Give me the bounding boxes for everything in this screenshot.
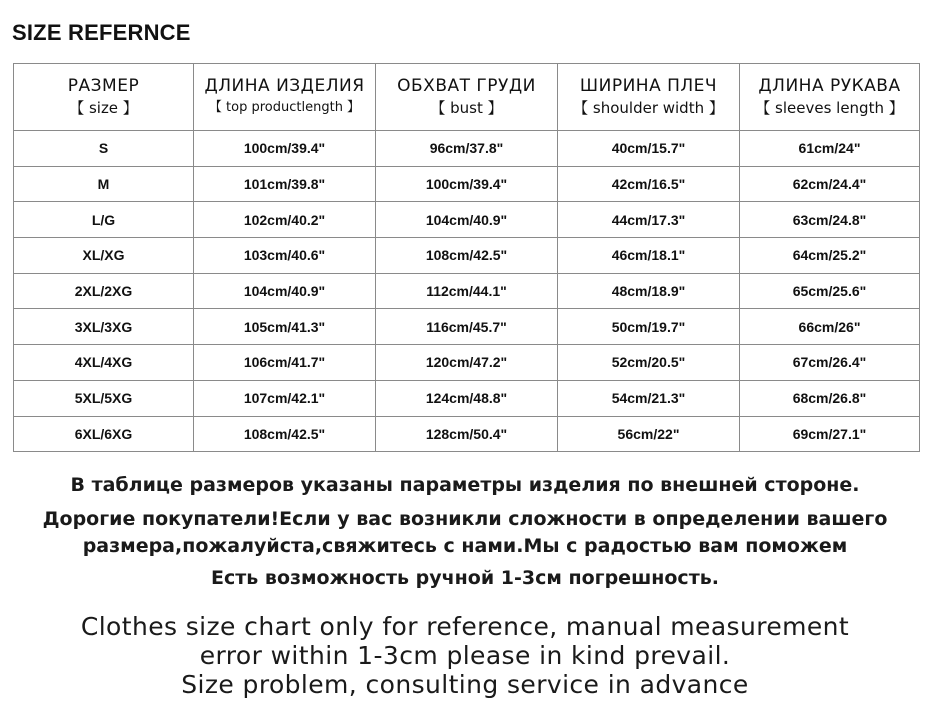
table-row <box>14 345 920 381</box>
header-size <box>14 64 194 131</box>
cell-shoulder: 40cm/15.7" <box>558 131 740 167</box>
cell-size: XL/XG <box>14 238 194 274</box>
cell-bust: 104cm/40.9" <box>376 202 558 238</box>
cell-bust: 128cm/50.4" <box>376 416 558 452</box>
cell-shoulder: 46cm/18.1" <box>558 238 740 274</box>
en-note-line-1: Clothes size chart only for reference, manual measurement <box>80 612 850 641</box>
size-table-header <box>14 64 920 131</box>
cell-sleeve: 67cm/26.4" <box>740 345 920 381</box>
page-title: SIZE REFERNCE <box>12 20 191 45</box>
cell-sleeve: 62cm/24.4" <box>740 166 920 202</box>
cell-bust: 100cm/39.4" <box>376 166 558 202</box>
table-row <box>14 131 920 167</box>
cell-size: 4XL/4XG <box>14 345 194 381</box>
cell-length: 100cm/39.4" <box>194 131 376 167</box>
cell-sleeve: 66cm/26" <box>740 309 920 345</box>
header-size-ru: РАЗМЕР <box>67 76 140 96</box>
cell-sleeve: 63cm/24.8" <box>740 202 920 238</box>
cell-bust: 124cm/48.8" <box>376 380 558 416</box>
cell-size: L/G <box>14 202 194 238</box>
cell-bust: 112cm/44.1" <box>376 273 558 309</box>
cell-shoulder: 50cm/19.7" <box>558 309 740 345</box>
cell-shoulder: 52cm/20.5" <box>558 345 740 381</box>
cell-length: 108cm/42.5" <box>194 416 376 452</box>
cell-size: S <box>14 131 194 167</box>
header-sleeve-ru: ДЛИНА РУКАВА <box>758 76 901 96</box>
cell-length: 105cm/41.3" <box>194 309 376 345</box>
cell-size: 3XL/3XG <box>14 309 194 345</box>
cell-bust: 108cm/42.5" <box>376 238 558 274</box>
cell-sleeve: 64cm/25.2" <box>740 238 920 274</box>
cell-sleeve: 68cm/26.8" <box>740 380 920 416</box>
header-shoulder-ru: ШИРИНА ПЛЕЧ <box>579 76 718 96</box>
en-note-line-2: error within 1-3cm please in kind prevail. <box>199 641 731 670</box>
cell-length: 104cm/40.9" <box>194 273 376 309</box>
size-table-body <box>14 131 920 452</box>
table-row <box>14 380 920 416</box>
cell-length: 106cm/41.7" <box>194 345 376 381</box>
cell-bust: 120cm/47.2" <box>376 345 558 381</box>
table-row <box>14 238 920 274</box>
header-sleeve <box>740 64 920 131</box>
header-shoulder-en: 【 shoulder width 】 <box>573 99 724 117</box>
header-length-ru: ДЛИНА ИЗДЕЛИЯ <box>204 76 365 96</box>
header-sleeve-en: 【 sleeves length 】 <box>755 99 904 117</box>
cell-length: 102cm/40.2" <box>194 202 376 238</box>
header-bust <box>376 64 558 131</box>
ru-note-line-3: размера,пожалуйста,свяжитесь с нами.Мы с радостью вам поможем <box>82 535 848 557</box>
header-bust-en: 【 bust 】 <box>430 99 503 117</box>
cell-length: 101cm/39.8" <box>194 166 376 202</box>
cell-size: 5XL/5XG <box>14 380 194 416</box>
table-row <box>14 309 920 345</box>
cell-shoulder: 48cm/18.9" <box>558 273 740 309</box>
cell-sleeve: 69cm/27.1" <box>740 416 920 452</box>
cell-shoulder: 56cm/22" <box>558 416 740 452</box>
ru-note-line-4: Есть возможность ручной 1-3см погрешность. <box>211 567 719 589</box>
header-size-en: 【 size 】 <box>69 99 138 117</box>
cell-shoulder: 42cm/16.5" <box>558 166 740 202</box>
cell-bust: 116cm/45.7" <box>376 309 558 345</box>
table-row <box>14 202 920 238</box>
table-row <box>14 166 920 202</box>
cell-size: M <box>14 166 194 202</box>
cell-sleeve: 65cm/25.6" <box>740 273 920 309</box>
cell-length: 103cm/40.6" <box>194 238 376 274</box>
header-shoulder <box>558 64 740 131</box>
header-length-en: 【 top productlength 】 <box>208 100 361 115</box>
cell-size: 6XL/6XG <box>14 416 194 452</box>
cell-size: 2XL/2XG <box>14 273 194 309</box>
en-note-line-3: Size problem, consulting service in advance <box>181 670 749 699</box>
ru-note-line-2: Дорогие покупатели!Если у вас возникли сложности в определении вашего <box>42 508 888 530</box>
cell-shoulder: 44cm/17.3" <box>558 202 740 238</box>
table-row <box>14 416 920 452</box>
cell-length: 107cm/42.1" <box>194 380 376 416</box>
ru-note-line-1: В таблице размеров указаны параметры изделия по внешней стороне. <box>70 474 860 496</box>
size-table <box>13 63 920 452</box>
cell-bust: 96cm/37.8" <box>376 131 558 167</box>
table-row <box>14 273 920 309</box>
cell-sleeve: 61cm/24" <box>740 131 920 167</box>
header-row <box>14 64 920 131</box>
header-length <box>194 64 376 131</box>
cell-shoulder: 54cm/21.3" <box>558 380 740 416</box>
header-bust-ru: ОБХВАТ ГРУДИ <box>397 76 536 96</box>
